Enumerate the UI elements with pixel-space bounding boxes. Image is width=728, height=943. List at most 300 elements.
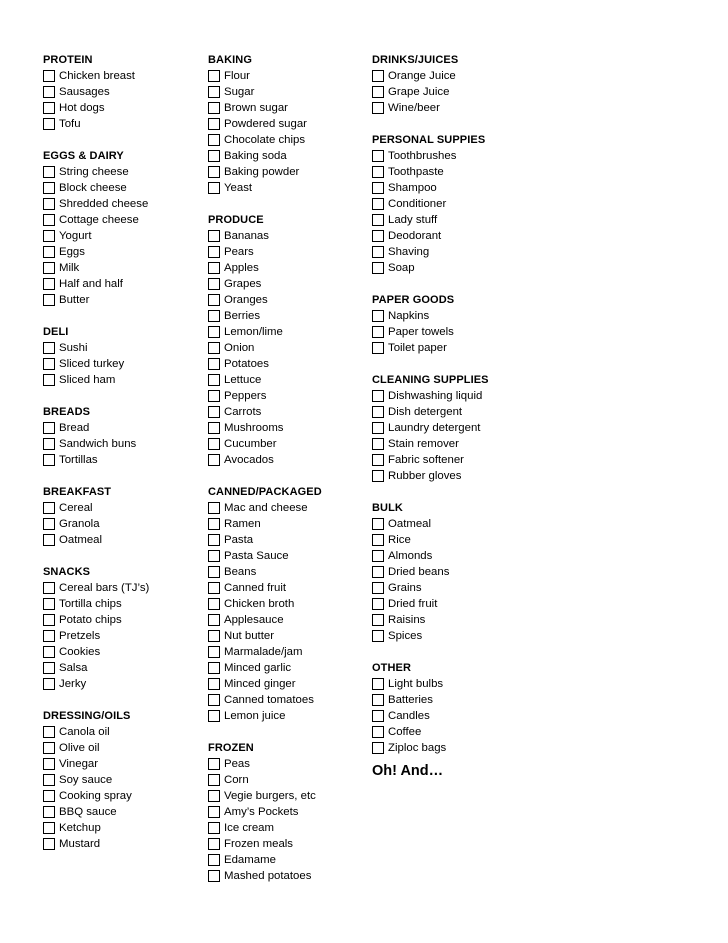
checklist-item	[208, 356, 322, 372]
checkbox[interactable]	[43, 422, 55, 434]
item-label: Minced ginger	[224, 678, 296, 690]
checkbox[interactable]	[43, 246, 55, 258]
item-label: Bread	[59, 422, 90, 434]
checkbox[interactable]	[372, 86, 384, 98]
checklist-item	[208, 132, 322, 148]
checkbox[interactable]	[43, 198, 55, 210]
item-label: Sandwich buns	[59, 438, 137, 450]
checkbox[interactable]	[372, 678, 384, 690]
section-heading-canned-packaged: CANNED/PACKAGED	[208, 486, 322, 498]
item-label: Ice cream	[224, 822, 275, 834]
item-label: Edamame	[224, 854, 276, 866]
item-label: Sliced ham	[59, 374, 116, 386]
checklist-item	[372, 404, 489, 420]
checklist-item	[208, 180, 322, 196]
section-spacer	[43, 388, 149, 404]
checklist-item	[208, 564, 322, 580]
checkbox[interactable]	[372, 310, 384, 322]
item-label: Batteries	[388, 694, 433, 706]
checkbox[interactable]	[208, 390, 220, 402]
checklist-item	[208, 164, 322, 180]
item-label: Oatmeal	[59, 534, 103, 546]
checklist-item	[372, 420, 489, 436]
section-heading-cleaning-supplies: CLEANING SUPPLIES	[372, 374, 489, 386]
item-label: Tortillas	[59, 454, 98, 466]
checkbox[interactable]	[372, 566, 384, 578]
checkbox[interactable]	[208, 70, 220, 82]
checklist-item	[43, 772, 149, 788]
checkbox[interactable]	[372, 694, 384, 706]
item-label: Sugar	[224, 86, 255, 98]
checkbox[interactable]	[43, 806, 55, 818]
checkbox[interactable]	[208, 422, 220, 434]
item-label: Chicken breast	[59, 70, 135, 82]
item-label: Applesauce	[224, 614, 284, 626]
checklist-item	[208, 644, 322, 660]
item-label: Dish detergent	[388, 406, 463, 418]
checkbox[interactable]	[372, 454, 384, 466]
item-label: Berries	[224, 310, 261, 322]
item-label: Apples	[224, 262, 259, 274]
checkbox[interactable]	[43, 534, 55, 546]
checkbox[interactable]	[43, 166, 55, 178]
checkbox[interactable]	[372, 182, 384, 194]
checkbox[interactable]	[43, 262, 55, 274]
checkbox[interactable]	[43, 374, 55, 386]
checkbox[interactable]	[372, 614, 384, 626]
checkbox[interactable]	[372, 550, 384, 562]
checklist-item	[372, 708, 489, 724]
item-label: Avocados	[224, 454, 274, 466]
checklist-item	[372, 84, 489, 100]
checklist-item	[208, 820, 322, 836]
checkbox[interactable]	[208, 630, 220, 642]
checkbox[interactable]	[372, 230, 384, 242]
item-label: Lemon/lime	[224, 326, 283, 338]
item-label: Cooking spray	[59, 790, 132, 802]
checkbox[interactable]	[208, 534, 220, 546]
checklist-item	[372, 564, 489, 580]
item-label: Dried fruit	[388, 598, 438, 610]
checkbox[interactable]	[208, 774, 220, 786]
item-label: Rubber gloves	[388, 470, 462, 482]
checklist-column-1	[43, 52, 149, 852]
checkbox[interactable]	[372, 102, 384, 114]
checkbox[interactable]	[43, 822, 55, 834]
checklist-item	[208, 532, 322, 548]
item-label: Paper towels	[388, 326, 454, 338]
checklist-item	[372, 196, 489, 212]
checkbox[interactable]	[208, 358, 220, 370]
checkbox[interactable]	[43, 662, 55, 674]
checkbox[interactable]	[43, 742, 55, 754]
section-heading-paper-goods: PAPER GOODS	[372, 294, 455, 306]
checklist-item	[372, 532, 489, 548]
checkbox[interactable]	[372, 246, 384, 258]
checkbox[interactable]	[43, 678, 55, 690]
checkbox[interactable]	[43, 790, 55, 802]
item-label: Corn	[224, 774, 249, 786]
checklist-item	[372, 596, 489, 612]
item-label: Granola	[59, 518, 100, 530]
section-spacer	[372, 644, 489, 660]
checklist-item	[43, 788, 149, 804]
checkbox[interactable]	[43, 102, 55, 114]
checkbox[interactable]	[43, 838, 55, 850]
checklist-item	[372, 692, 489, 708]
checkbox[interactable]	[372, 630, 384, 642]
checkbox[interactable]	[208, 326, 220, 338]
item-label: Chocolate chips	[224, 134, 306, 146]
checklist-item	[372, 244, 489, 260]
checklist-item	[43, 724, 149, 740]
checklist-item	[208, 148, 322, 164]
section-heading-dressing-oils: DRESSING/OILS	[43, 710, 131, 722]
item-label: Ketchup	[59, 822, 101, 834]
item-label: Canned tomatoes	[224, 694, 314, 706]
checklist-item	[372, 228, 489, 244]
section-heading-protein: PROTEIN	[43, 54, 93, 66]
checklist-item	[43, 532, 149, 548]
section-heading-eggs-dairy: EGGS & DAIRY	[43, 150, 124, 162]
item-label: Sliced turkey	[59, 358, 125, 370]
checklist-item	[43, 628, 149, 644]
item-label: Brown sugar	[224, 102, 288, 114]
checkbox[interactable]	[208, 662, 220, 674]
checkbox[interactable]	[208, 790, 220, 802]
checkbox[interactable]	[372, 470, 384, 482]
checklist-item	[208, 628, 322, 644]
section-spacer	[208, 724, 322, 740]
checkbox[interactable]	[208, 438, 220, 450]
section-heading-snacks: SNACKS	[43, 566, 91, 578]
checkbox[interactable]	[208, 278, 220, 290]
checkbox[interactable]	[208, 310, 220, 322]
checkbox[interactable]	[43, 358, 55, 370]
checkbox[interactable]	[372, 726, 384, 738]
checkbox[interactable]	[208, 758, 220, 770]
checkbox[interactable]	[208, 246, 220, 258]
checkbox[interactable]	[43, 630, 55, 642]
item-label: Flour	[224, 70, 250, 82]
checkbox[interactable]	[43, 278, 55, 290]
checklist-item	[372, 452, 489, 468]
item-label: Frozen meals	[224, 838, 294, 850]
checklist-item	[208, 308, 322, 324]
checkbox[interactable]	[372, 534, 384, 546]
checkbox[interactable]	[372, 422, 384, 434]
checkbox[interactable]	[208, 118, 220, 130]
checklist-item	[372, 148, 489, 164]
item-label: Shaving	[388, 246, 430, 258]
checkbox[interactable]	[208, 86, 220, 98]
item-label: Grains	[388, 582, 422, 594]
checklist-item	[372, 68, 489, 84]
checkbox[interactable]	[372, 70, 384, 82]
section-spacer	[43, 308, 149, 324]
item-label: Amy’s Pockets	[224, 806, 299, 818]
checklist-item	[372, 340, 489, 356]
item-label: Ziploc bags	[388, 742, 447, 754]
section-heading-breads: BREADS	[43, 406, 91, 418]
checkbox[interactable]	[372, 150, 384, 162]
checkbox[interactable]	[43, 598, 55, 610]
checklist-item	[43, 580, 149, 596]
checklist-item	[43, 356, 149, 372]
checkbox[interactable]	[43, 774, 55, 786]
section-spacer	[43, 468, 149, 484]
checklist-item	[208, 388, 322, 404]
section-spacer	[208, 196, 322, 212]
checkbox[interactable]	[43, 726, 55, 738]
item-label: Eggs	[59, 246, 85, 258]
checkbox[interactable]	[208, 598, 220, 610]
checkbox[interactable]	[372, 326, 384, 338]
checkbox[interactable]	[208, 854, 220, 866]
item-label: Pasta Sauce	[224, 550, 289, 562]
item-label: Sushi	[59, 342, 88, 354]
checklist-item	[208, 68, 322, 84]
item-label: Mustard	[59, 838, 101, 850]
checkbox[interactable]	[208, 870, 220, 882]
checklist-item	[43, 180, 149, 196]
checklist-item	[372, 676, 489, 692]
item-label: Soap	[388, 262, 415, 274]
section-spacer	[372, 116, 489, 132]
item-label: Ramen	[224, 518, 261, 530]
checkbox[interactable]	[43, 86, 55, 98]
checklist-item	[208, 324, 322, 340]
section-heading-breakfast: BREAKFAST	[43, 486, 112, 498]
checkbox[interactable]	[372, 198, 384, 210]
checklist-item	[43, 804, 149, 820]
checklist-column-2	[208, 52, 322, 884]
item-label: Lemon juice	[224, 710, 286, 722]
checkbox[interactable]	[208, 502, 220, 514]
item-label: Deodorant	[388, 230, 442, 242]
item-label: Canned fruit	[224, 582, 287, 594]
checklist-item	[43, 164, 149, 180]
checkbox[interactable]	[372, 742, 384, 754]
checkbox[interactable]	[43, 342, 55, 354]
checklist-item	[208, 804, 322, 820]
section-heading-bulk: BULK	[372, 502, 403, 514]
checkbox[interactable]	[43, 454, 55, 466]
item-label: Napkins	[388, 310, 430, 322]
item-label: Candles	[388, 710, 430, 722]
checklist-item	[43, 452, 149, 468]
checklist-item	[208, 548, 322, 564]
checklist-item	[372, 212, 489, 228]
section-heading-deli: DELI	[43, 326, 69, 338]
checklist-item	[43, 244, 149, 260]
item-label: Tortilla chips	[59, 598, 122, 610]
checkbox[interactable]	[208, 550, 220, 562]
checklist-item	[208, 452, 322, 468]
item-label: Cereal bars (TJ’s)	[59, 582, 150, 594]
item-label: Dishwashing liquid	[388, 390, 483, 402]
item-label: Half and half	[59, 278, 123, 290]
checklist-item	[43, 612, 149, 628]
checklist-item	[372, 548, 489, 564]
item-label: Chicken broth	[224, 598, 295, 610]
checklist-item	[43, 84, 149, 100]
checklist-item	[208, 580, 322, 596]
checkbox[interactable]	[208, 294, 220, 306]
checkbox[interactable]	[372, 166, 384, 178]
checklist-item	[208, 228, 322, 244]
checklist-item	[208, 676, 322, 692]
checkbox[interactable]	[372, 214, 384, 226]
checkbox[interactable]	[208, 518, 220, 530]
checkbox[interactable]	[43, 758, 55, 770]
item-label: Mushrooms	[224, 422, 284, 434]
section-heading-produce: PRODUCE	[208, 214, 264, 226]
checkbox[interactable]	[208, 566, 220, 578]
checkbox[interactable]	[43, 582, 55, 594]
section-spacer	[43, 132, 149, 148]
checkbox[interactable]	[43, 182, 55, 194]
checklist-item	[43, 516, 149, 532]
item-label: Cucumber	[224, 438, 277, 450]
item-label: Marmalade/jam	[224, 646, 303, 658]
checkbox[interactable]	[208, 102, 220, 114]
item-label: Toothbrushes	[388, 150, 457, 162]
checkbox[interactable]	[43, 518, 55, 530]
item-label: Tofu	[59, 118, 81, 130]
item-label: Oatmeal	[388, 518, 432, 530]
checkbox[interactable]	[208, 342, 220, 354]
checkbox[interactable]	[208, 678, 220, 690]
checklist-item	[43, 596, 149, 612]
checkbox[interactable]	[208, 822, 220, 834]
item-label: Butter	[59, 294, 90, 306]
checklist-item	[43, 228, 149, 244]
item-label: Baking soda	[224, 150, 287, 162]
checkbox[interactable]	[208, 582, 220, 594]
checkbox[interactable]	[43, 70, 55, 82]
checklist-item	[208, 868, 322, 884]
checklist-item	[208, 84, 322, 100]
checklist-item	[372, 436, 489, 452]
checkbox[interactable]	[43, 614, 55, 626]
checklist-item	[208, 244, 322, 260]
section-heading-baking: BAKING	[208, 54, 252, 66]
item-label: Shampoo	[388, 182, 437, 194]
checklist-item	[372, 740, 489, 756]
checklist-item	[43, 100, 149, 116]
item-label: Mashed potatoes	[224, 870, 312, 882]
section-heading-frozen: FROZEN	[208, 742, 254, 754]
checkbox[interactable]	[208, 166, 220, 178]
checklist-item	[208, 292, 322, 308]
checklist-item	[372, 516, 489, 532]
checkbox[interactable]	[208, 230, 220, 242]
checkbox[interactable]	[208, 134, 220, 146]
item-label: Rice	[388, 534, 411, 546]
checklist-item	[208, 404, 322, 420]
checklist-item	[208, 372, 322, 388]
item-label: Pasta	[224, 534, 254, 546]
section-spacer	[372, 484, 489, 500]
checkbox[interactable]	[43, 438, 55, 450]
checkbox[interactable]	[208, 614, 220, 626]
checkbox[interactable]	[208, 806, 220, 818]
checklist-item	[43, 340, 149, 356]
item-label: Minced garlic	[224, 662, 292, 674]
item-label: Jerky	[59, 678, 87, 690]
item-label: Oranges	[224, 294, 268, 306]
item-label: Soy sauce	[59, 774, 113, 786]
checkbox[interactable]	[372, 262, 384, 274]
checklist-item	[208, 516, 322, 532]
checkbox[interactable]	[208, 150, 220, 162]
checkbox[interactable]	[208, 374, 220, 386]
checklist-item	[372, 388, 489, 404]
checkbox[interactable]	[208, 710, 220, 722]
item-label: Lady stuff	[388, 214, 438, 226]
item-label: Cottage cheese	[59, 214, 139, 226]
item-label: Conditioner	[388, 198, 447, 210]
item-label: Cookies	[59, 646, 101, 658]
checklist-item	[43, 68, 149, 84]
checkbox[interactable]	[208, 454, 220, 466]
section-spacer	[208, 468, 322, 484]
item-label: Shredded cheese	[59, 198, 149, 210]
item-label: Spices	[388, 630, 423, 642]
item-label: Beans	[224, 566, 257, 578]
item-label: Salsa	[59, 662, 88, 674]
checklist-item	[43, 436, 149, 452]
checkbox[interactable]	[372, 342, 384, 354]
checklist-item	[208, 420, 322, 436]
checkbox[interactable]	[208, 182, 220, 194]
checklist-item	[43, 836, 149, 852]
checkbox[interactable]	[372, 710, 384, 722]
checklist-item	[208, 612, 322, 628]
checklist-item	[372, 308, 489, 324]
checkbox[interactable]	[208, 646, 220, 658]
checklist-item	[43, 660, 149, 676]
checkbox[interactable]	[43, 294, 55, 306]
checklist-item	[372, 100, 489, 116]
item-label: Grape Juice	[388, 86, 450, 98]
checkbox[interactable]	[372, 518, 384, 530]
checkbox[interactable]	[372, 390, 384, 402]
item-label: Peppers	[224, 390, 267, 402]
checkbox[interactable]	[43, 214, 55, 226]
item-label: Light bulbs	[388, 678, 444, 690]
checkbox[interactable]	[372, 582, 384, 594]
checkbox[interactable]	[208, 694, 220, 706]
section-heading-drinks-juices: DRINKS/JUICES	[372, 54, 459, 66]
checkbox[interactable]	[372, 598, 384, 610]
item-label: Bananas	[224, 230, 269, 242]
item-label: Hot dogs	[59, 102, 105, 114]
checkbox[interactable]	[43, 230, 55, 242]
checkbox[interactable]	[208, 838, 220, 850]
checkbox[interactable]	[372, 406, 384, 418]
checkbox[interactable]	[372, 438, 384, 450]
checkbox[interactable]	[43, 118, 55, 130]
checkbox[interactable]	[43, 502, 55, 514]
checkbox[interactable]	[43, 646, 55, 658]
item-label: Carrots	[224, 406, 262, 418]
item-label: Pears	[224, 246, 254, 258]
checklist-item	[43, 276, 149, 292]
checkbox[interactable]	[208, 406, 220, 418]
checkbox[interactable]	[208, 262, 220, 274]
